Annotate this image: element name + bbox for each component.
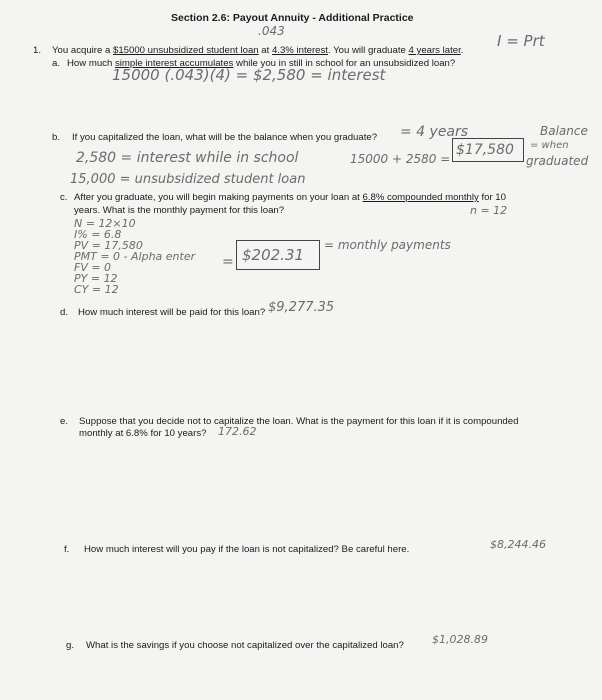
part-b-letter: b. xyxy=(52,132,61,143)
part-g-letter: g. xyxy=(66,640,75,651)
part-d-answer: $9,277.35 xyxy=(268,300,335,315)
part-b-years: = 4 years xyxy=(400,124,469,140)
part-c-letter: c. xyxy=(60,192,68,203)
part-e-answer: 172.62 xyxy=(218,425,257,438)
rate-decimal-annotation: .043 xyxy=(258,24,285,38)
part-e-letter: e. xyxy=(60,416,69,427)
calculator-input-n: N = 12×10 xyxy=(74,217,136,230)
part-g-question: What is the savings if you choose not capitalized over the capitalized loan? xyxy=(86,640,404,651)
part-c-question-line-2: years. What is the monthly payment for this loan? xyxy=(74,205,285,216)
part-c-question-line-1: After you graduate, you will begin making payments on your loan at 6.8% compounded monthly for 10 xyxy=(74,192,506,203)
calculator-inputs xyxy=(74,218,195,295)
part-f-question: How much interest will you pay if the loan is not capitalized? Be careful here. xyxy=(84,544,410,555)
part-a-work: 15000 (.043)(4) = $2,580 = interest xyxy=(112,66,386,84)
part-b-work-line-2: 15,000 = unsubsidized student loan xyxy=(70,172,306,187)
part-b-note-graduated: graduated xyxy=(526,154,589,168)
calculator-input-cy: CY = 12 xyxy=(74,283,119,296)
part-b-work-line-1: 2,580 = interest while in school xyxy=(76,150,299,166)
part-e-question-line-1: Suppose that you decide not to capitalize the loan. What is the payment for this loan if it is compounded xyxy=(79,416,519,427)
part-c-equals: = xyxy=(222,254,234,270)
part-a-letter: a. xyxy=(52,58,61,69)
simple-interest-formula: I = Prt xyxy=(497,32,545,50)
part-c-n-annotation: n = 12 xyxy=(470,204,508,217)
question-number: 1. xyxy=(33,45,42,56)
calculator-input-fv: FV = 0 xyxy=(74,261,112,274)
calculator-input-pv: PV = 17,580 xyxy=(74,239,143,252)
part-d-letter: d. xyxy=(60,307,69,318)
calculator-input-pmt: PMT = 0 - Alpha enter xyxy=(74,250,196,263)
calculator-input-rate: I% = 6.8 xyxy=(74,228,122,241)
part-d-question: How much interest will be paid for this loan? xyxy=(78,307,266,318)
part-b-note-when: = when xyxy=(530,140,569,151)
part-e-question-line-2: monthly at 6.8% for 10 years? xyxy=(79,428,207,439)
part-a-question: How much simple interest accumulates while you in still in school for an unsubsidized loan? xyxy=(67,58,456,69)
part-b-note-balance: Balance xyxy=(540,124,588,138)
part-g-answer: $1,028.89 xyxy=(432,633,488,646)
worksheet-title: Section 2.6: Payout Annuity - Additional Practice xyxy=(171,12,414,24)
part-c-note: = monthly payments xyxy=(324,238,451,252)
part-b-sum: 15000 + 2580 = xyxy=(350,152,451,166)
calculator-input-py: PY = 12 xyxy=(74,272,118,285)
part-b-question: If you capitalized the loan, what will be the balance when you graduate? xyxy=(72,132,378,143)
part-c-answer: $202.31 xyxy=(242,246,305,264)
question-1-intro: You acquire a $15000 unsubsidized student loan at 4.3% interest. You will graduate 4 years later. xyxy=(52,45,464,56)
part-b-answer: $17,580 xyxy=(456,142,514,158)
part-f-answer: $8,244.46 xyxy=(490,538,546,551)
part-f-letter: f. xyxy=(64,544,70,555)
